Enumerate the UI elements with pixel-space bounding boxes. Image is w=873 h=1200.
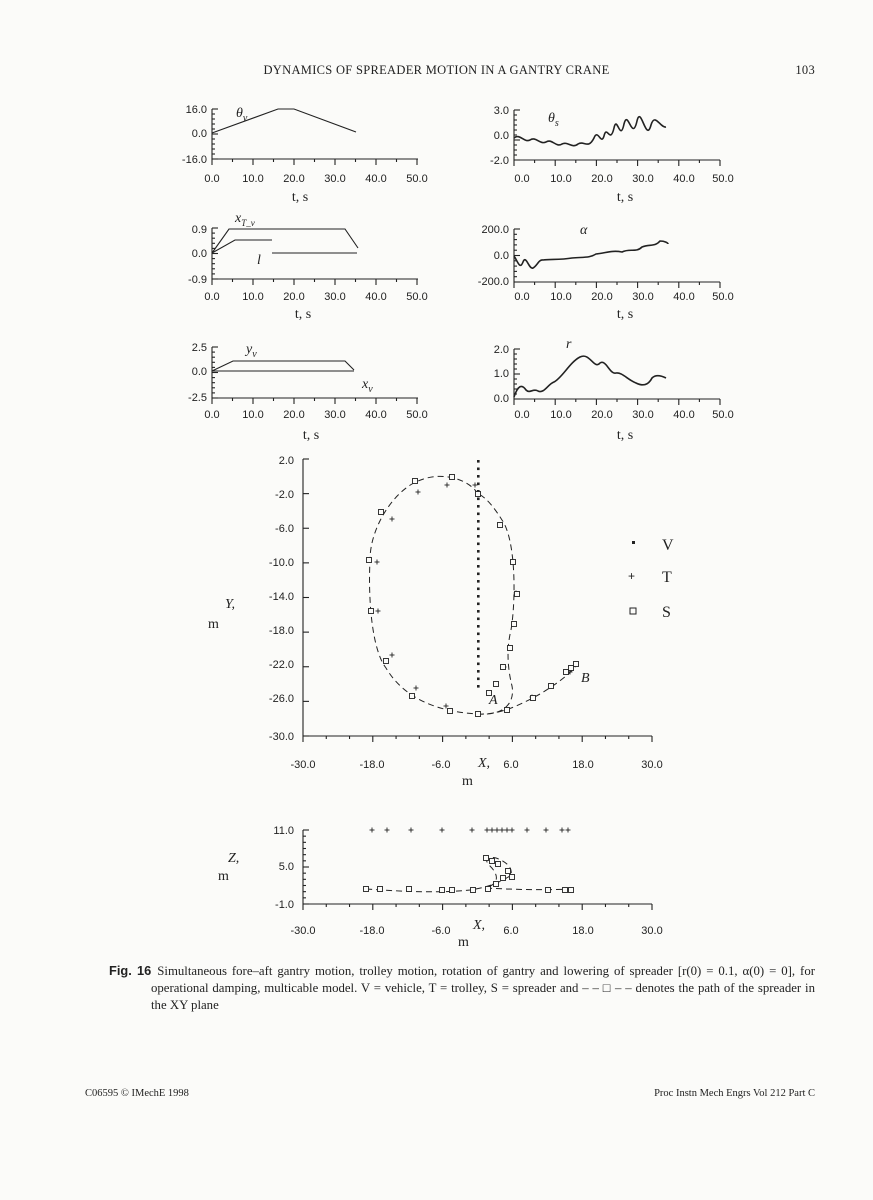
spreader-marker: [498, 523, 503, 528]
tick-label: -10.0: [268, 557, 294, 569]
tick-label: 50.0: [712, 173, 734, 185]
tick-label: -1.0: [275, 899, 294, 911]
tick-label: 0.0: [514, 409, 530, 421]
tick-label: 30.0: [632, 291, 654, 303]
tick-label: 50.0: [406, 409, 428, 421]
spreader-marker: [508, 646, 513, 651]
spreader-marker: [505, 708, 510, 713]
spreader-marker: [378, 887, 383, 892]
vehicle-marker: [477, 670, 480, 673]
plot-r: [514, 349, 720, 405]
tick-label: 3.0: [493, 105, 509, 117]
spreader-marker: [574, 662, 579, 667]
tick-label: -2.5: [188, 392, 207, 404]
plot-theta-s: [514, 110, 720, 166]
curve-r: [514, 356, 666, 397]
tick-label: -26.0: [268, 693, 294, 705]
spreader-marker: [448, 709, 453, 714]
vehicle-marker: [477, 573, 480, 576]
tick-label: 5.0: [278, 861, 294, 873]
tick-label: -2.0: [490, 155, 509, 167]
spreader-marker: [546, 888, 551, 893]
vehicle-marker: [477, 595, 480, 598]
tick-label: 50.0: [712, 291, 734, 303]
y-axis-label: Z,: [228, 851, 240, 866]
vehicle-marker: [477, 468, 480, 471]
spreader-marker: [486, 887, 491, 892]
tick-label: -30.0: [290, 759, 316, 771]
tick-label: -18.0: [268, 625, 294, 637]
curve-y-v: [212, 361, 354, 371]
tick-label: 0.0: [191, 366, 207, 378]
tick-label: 30.0: [324, 409, 346, 421]
tick-label: 11.0: [273, 825, 294, 837]
y-axis-label: Y,: [225, 597, 236, 612]
spreader-marker: [410, 694, 415, 699]
curve-theta-v: [212, 109, 356, 133]
tick-label: 6.0: [503, 759, 519, 771]
tick-label: 2.0: [278, 455, 294, 467]
tick-label: 10.0: [550, 173, 572, 185]
tick-label: 2.5: [191, 342, 207, 354]
plot-x-tv: [212, 228, 418, 285]
vehicle-marker: [477, 640, 480, 643]
spreader-marker: [563, 888, 568, 893]
vehicle-marker: [477, 565, 480, 568]
spreader-marker: [511, 560, 516, 565]
tick-label: 1.0: [493, 368, 509, 380]
tick-label: 10.0: [550, 409, 572, 421]
spreader-marker: [476, 492, 481, 497]
spreader-marker: [476, 712, 481, 717]
plot-xy: [303, 459, 652, 742]
series-label: r: [566, 337, 572, 352]
vehicle-marker: [477, 648, 480, 651]
figure-caption: [109, 962, 815, 1014]
tick-label: -16.0: [181, 154, 207, 166]
spreader-marker: [471, 888, 476, 893]
spreader-marker: [484, 856, 489, 861]
vehicle-marker: [477, 663, 480, 666]
spreader-marker: [496, 862, 501, 867]
spreader-marker: [549, 684, 554, 689]
tick-label: -6.0: [275, 523, 294, 535]
series-label: $\theta_s$: [548, 111, 559, 129]
vehicle-marker: [477, 460, 480, 463]
x-axis-label: X,: [478, 756, 491, 771]
series-label: $x_{T\_v}$: [235, 211, 255, 228]
tick-label: 200.0: [481, 224, 509, 236]
spreader-marker: [367, 558, 372, 563]
tick-label: 20.0: [283, 409, 305, 421]
tick-label: 0.0: [204, 409, 220, 421]
spreader-path-xz: [366, 857, 572, 891]
tick-label: 20.0: [591, 291, 613, 303]
spreader-marker: [490, 859, 495, 864]
spreader-marker: [515, 592, 520, 597]
curve-alpha: [514, 241, 668, 268]
x-axis-label: t, s: [302, 428, 320, 443]
vehicle-marker: [477, 678, 480, 681]
spreader-marker: [531, 696, 536, 701]
vehicle-marker: [477, 498, 480, 501]
tick-label: 0.0: [514, 173, 530, 185]
tick-label: 20.0: [283, 291, 305, 303]
tick-label: -18.0: [359, 925, 385, 937]
tick-label: -14.0: [268, 591, 294, 603]
point-a-label: A: [489, 693, 498, 708]
plot-xz: [303, 828, 652, 911]
tick-label: -6.0: [431, 925, 451, 937]
tick-label: 30.0: [632, 173, 654, 185]
plot-alpha: [514, 229, 720, 288]
vehicle-marker: [477, 588, 480, 591]
x-axis-label: t, s: [291, 190, 309, 205]
spreader-marker: [413, 479, 418, 484]
tick-label: -18.0: [359, 759, 385, 771]
tick-label: -0.9: [188, 274, 207, 286]
spreader-marker: [384, 659, 389, 664]
x-axis-label: t, s: [616, 428, 634, 443]
legend-t-marker: +: [628, 569, 636, 583]
tick-label: 0.0: [493, 393, 509, 405]
tick-label: 2.0: [493, 344, 509, 356]
tick-label: 10.0: [242, 291, 264, 303]
tick-label: 0.0: [204, 291, 220, 303]
running-head: DYNAMICS OF SPREADER MOTION IN A GANTRY CRANE: [263, 63, 610, 77]
tick-label: -22.0: [268, 659, 294, 671]
spreader-marker: [569, 888, 574, 893]
tick-label: 50.0: [406, 291, 428, 303]
tick-label: 30.0: [632, 409, 654, 421]
vehicle-marker: [477, 685, 480, 688]
spreader-marker: [501, 665, 506, 670]
spreader-marker: [569, 666, 574, 671]
tick-label: -200.0: [477, 276, 509, 288]
tick-label: -30.0: [268, 731, 294, 743]
tick-label: 10.0: [242, 173, 264, 185]
tick-label: 18.0: [572, 759, 594, 771]
tick-label: 20.0: [283, 173, 305, 185]
spreader-marker: [369, 609, 374, 614]
legend-s-label: S: [662, 604, 671, 621]
series-label: $y_v$: [246, 342, 257, 360]
tick-label: 40.0: [365, 409, 387, 421]
tick-label: 30.0: [641, 925, 663, 937]
y-axis-unit: m: [208, 617, 219, 632]
spreader-marker: [440, 888, 445, 893]
vehicle-marker: [477, 625, 480, 628]
tick-label: 0.0: [514, 291, 530, 303]
tick-label: 10.0: [242, 409, 264, 421]
x-axis-unit: m: [462, 774, 473, 789]
vehicle-marker: [477, 618, 480, 621]
spreader-marker: [510, 875, 515, 880]
series-label-x-v: $x_v$: [362, 377, 373, 395]
vehicle-marker: [477, 535, 480, 538]
tick-label: 50.0: [712, 409, 734, 421]
point-b-label: B: [581, 671, 590, 686]
curve-l-upper: [212, 240, 272, 253]
legend-s-marker: [630, 608, 636, 614]
spreader-marker: [379, 510, 384, 515]
footer-copyright: C06595 © IMechE 1998: [85, 1088, 189, 1099]
y-axis-unit: m: [218, 869, 229, 884]
spreader-marker: [450, 888, 455, 893]
tick-label: 6.0: [503, 925, 519, 937]
footer-journal: Proc Instn Mech Engrs Vol 212 Part C: [654, 1088, 815, 1099]
vehicle-marker: [477, 505, 480, 508]
vehicle-marker: [477, 610, 480, 613]
vehicle-marker: [477, 558, 480, 561]
spreader-marker: [364, 887, 369, 892]
page-number: 103: [795, 63, 815, 77]
vehicle-marker: [477, 633, 480, 636]
spreader-path: [370, 476, 578, 714]
vehicle-marker: [477, 655, 480, 658]
vehicle-marker: [477, 580, 480, 583]
legend-v-label: V: [662, 537, 674, 554]
tick-label: 40.0: [365, 173, 387, 185]
legend: [628, 537, 674, 621]
vehicle-marker: [477, 603, 480, 606]
tick-label: 16.0: [185, 104, 207, 116]
tick-label: 20.0: [591, 173, 613, 185]
legend-v-marker: [632, 541, 635, 544]
tick-label: 40.0: [673, 409, 695, 421]
vehicle-marker: [477, 543, 480, 546]
legend-t-label: T: [662, 569, 672, 586]
x-axis-label: X,: [473, 918, 486, 933]
spreader-marker: [450, 475, 455, 480]
tick-label: 40.0: [673, 173, 695, 185]
spreader-marker: [501, 876, 506, 881]
spreader-marker: [564, 670, 569, 675]
spreader-marker: [494, 682, 499, 687]
tick-label: 20.0: [591, 409, 613, 421]
vehicle-marker: [477, 520, 480, 523]
series-label-l: l: [257, 253, 261, 268]
tick-label: -2.0: [275, 489, 294, 501]
tick-label: 18.0: [572, 925, 594, 937]
tick-label: -6.0: [431, 759, 451, 771]
x-axis-label: t, s: [294, 307, 312, 322]
spreader-marker: [494, 882, 499, 887]
caption-label: Fig. 16: [109, 963, 152, 978]
vehicle-marker: [477, 513, 480, 516]
plot-y-v: [212, 347, 418, 404]
tick-label: 0.0: [191, 248, 207, 260]
series-label: $\theta_v$: [236, 106, 248, 124]
spreader-marker: [407, 887, 412, 892]
spreader-marker: [512, 622, 517, 627]
x-axis-label: t, s: [616, 190, 634, 205]
tick-label: 0.0: [204, 173, 220, 185]
vehicle-marker: [477, 475, 480, 478]
tick-label: 10.0: [550, 291, 572, 303]
series-label: α: [580, 223, 588, 238]
spreader-marker: [506, 869, 511, 874]
tick-label: 40.0: [365, 291, 387, 303]
tick-label: 0.0: [493, 250, 509, 262]
caption-text: Simultaneous fore–aft gantry motion, trolley motion, rotation of gantry and lowering of spreader [r(0) = 0.1, α(0) = 0], for operational damping, multicable model. V = vehicle, T = trolley, S = spreader and – – □ – – denotes the path of the spreader in the XY plane: [151, 964, 815, 1012]
tick-label: 30.0: [324, 173, 346, 185]
tick-label: -30.0: [290, 925, 316, 937]
vehicle-marker: [477, 550, 480, 553]
tick-label: 0.0: [493, 130, 509, 142]
tick-label: 30.0: [641, 759, 663, 771]
tick-label: 30.0: [324, 291, 346, 303]
x-axis-unit: m: [458, 935, 469, 950]
vehicle-marker: [477, 528, 480, 531]
tick-label: 40.0: [673, 291, 695, 303]
x-axis-label: t, s: [616, 307, 634, 322]
tick-label: 50.0: [406, 173, 428, 185]
tick-label: 0.9: [191, 224, 207, 236]
tick-label: 0.0: [191, 128, 207, 140]
curve-theta-s: [514, 117, 666, 146]
